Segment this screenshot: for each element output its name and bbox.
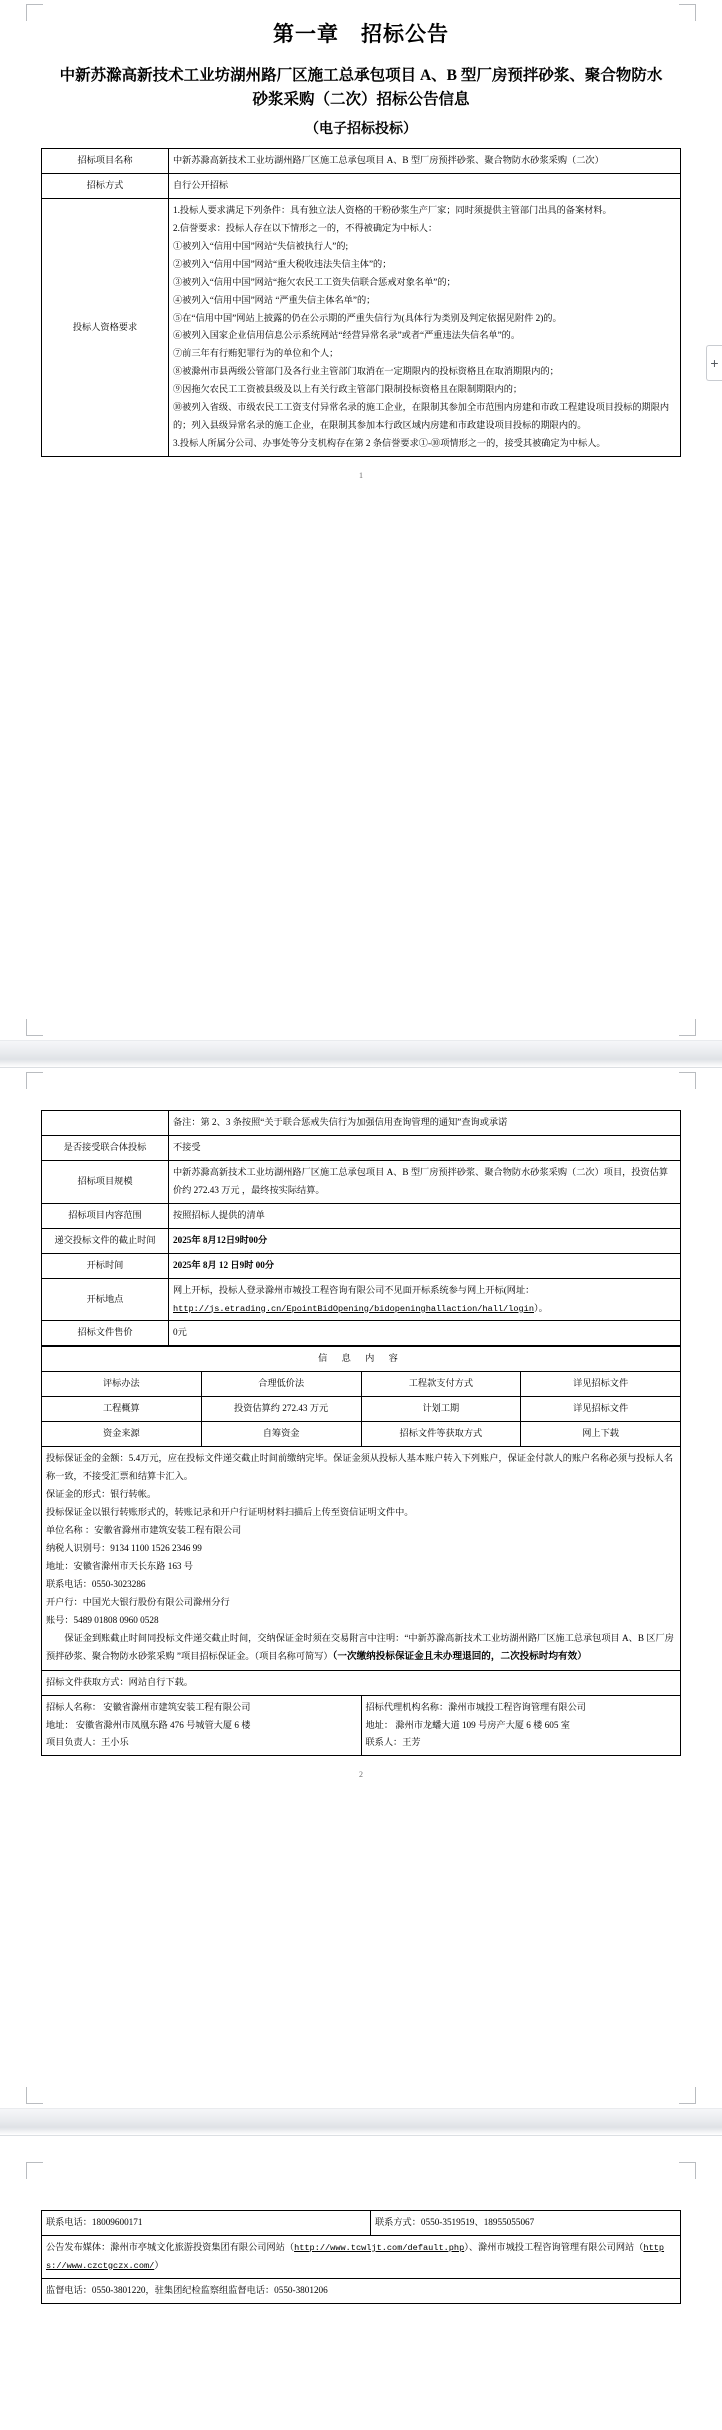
- tenderer-address: 地址： 安徽省滁州市凤凰东路 476 号城管大厦 6 楼: [46, 1719, 251, 1730]
- qualification-item: ①被列入“信用中国”网站“失信被执行人”的;: [173, 240, 349, 251]
- cell-payment-value: 详见招标文件: [521, 1372, 681, 1397]
- qualification-item: ⑦前三年有行贿犯罪行为的单位和个人；: [173, 348, 339, 359]
- crop-mark-top-left: [26, 4, 43, 21]
- deposit-line: 地址：安徽省滁州市天长东路 163 号: [46, 1560, 193, 1571]
- deposit-note: [46, 1630, 676, 1667]
- doc-access-row: 招标文件获取方式：网站自行下载。: [42, 1670, 681, 1695]
- deposit-line: 开户行：中国光大银行股份有限公司滁州分行: [46, 1596, 230, 1607]
- cell-doc-access-value: 网上下载: [521, 1422, 681, 1447]
- agent-block: [361, 1695, 681, 1756]
- crop-mark-top-left: [26, 2162, 43, 2179]
- cell-funding-label: 资金来源: [42, 1422, 202, 1447]
- document-title: 中新苏滁高新技术工业坊湖州路厂区施工总承包项目 A、B 型厂房预拌砂浆、聚合物防水砂浆采购（二次）招标公告信息: [59, 67, 663, 109]
- row-value-remark: 备注：第 2、3 条按照“关于联合惩戒失信行为加强信用查询管理的通知”查询或承诺: [169, 1111, 681, 1136]
- table-row: [42, 1253, 681, 1278]
- row-value-submission-deadline: 2025年 8月12日9时00分: [169, 1228, 681, 1253]
- qualification-item: 1.投标人要求满足下列条件：具有独立法人资格的干粉砂浆生产厂家；同时须提供主管部门出具的备案材料。: [173, 204, 612, 215]
- row-label-doc-price: 招标文件售价: [42, 1321, 169, 1346]
- crop-mark-top-left: [26, 1072, 43, 1089]
- table-row: [42, 1160, 681, 1203]
- table-row-section-header: [42, 1347, 681, 1372]
- table-row: [42, 1422, 681, 1447]
- table-row: [42, 1111, 681, 1136]
- row-value-project-scale: 中新苏滁高新技术工业坊湖州路厂区施工总承包项目 A、B 型厂房预拌砂浆、聚合物防水砂浆采购（二次）项目，投资估算价约 272.43 万元 ，最终按实际结算。: [169, 1160, 681, 1203]
- qualification-item: ⑨因拖欠农民工工资被县级及以上有关行政主管部门限制投标资格且在限制期限内的；: [173, 384, 523, 395]
- cell-eval-method-value: 合理低价法: [201, 1372, 361, 1397]
- table-row-qualification: [42, 198, 681, 456]
- tender-info-table-page1: [41, 148, 681, 457]
- row-label-opening-place: 开标地点: [42, 1278, 169, 1321]
- deposit-line: 纳税人识别号：9134 1100 1526 2346 99: [46, 1542, 202, 1553]
- crop-mark-bottom-right: [679, 2087, 696, 2104]
- table-row-opening-place: [42, 1278, 681, 1321]
- crop-mark-top-right: [679, 4, 696, 21]
- announcement-media-row: [42, 2235, 681, 2278]
- document-page-3: [0, 2136, 722, 2378]
- cell-payment-label: 工程款支付方式: [361, 1372, 521, 1397]
- deposit-line: 单位名称 ：安徽省滁州市建筑安装工程有限公司: [46, 1524, 242, 1535]
- page-number-1: 1: [359, 471, 363, 481]
- row-label-project-name: 招标项目名称: [42, 149, 169, 174]
- info-content-table: [41, 1346, 681, 1756]
- deposit-line: 投标保证金的金额：5.4万元，应在投标文件递交截止时间前缴纳完毕。保证金须从投标人基本账户转入下列账户，保证金付款人的账户名称必须与投标人名称一致，不接受汇票和结算卡汇入。: [46, 1453, 674, 1482]
- crop-mark-bottom-left: [26, 2087, 43, 2104]
- agent-address: 地址： 滁州市龙蟠大道 109 号房产大厦 6 楼 605 室: [365, 1719, 570, 1730]
- row-value-doc-price: 0元: [169, 1321, 681, 1346]
- qualification-item: ②被列入“信用中国”网站“重大税收违法失信主体”的；: [173, 258, 392, 269]
- chapter-title: 第一章 招标公告: [273, 22, 449, 46]
- zoom-in-button[interactable]: [706, 345, 722, 381]
- tender-info-table-page2: [41, 1110, 681, 1346]
- info-section-header: 信 息 内 容: [42, 1347, 681, 1372]
- crop-mark-bottom-left: [26, 1019, 43, 1036]
- row-label-opening-time: 开标时间: [42, 1253, 169, 1278]
- row-label-submission-deadline: 递交投标文件的截止时间: [42, 1228, 169, 1253]
- cell-duration-label: 计划工期: [361, 1397, 521, 1422]
- page-number-2: 2: [359, 1770, 363, 1780]
- table-row-parties: [42, 1695, 681, 1756]
- qualification-item: 2.信誉要求：投标人存在以下情形之一的，不得被确定为中标人：: [173, 222, 438, 233]
- table-row: [42, 2278, 681, 2303]
- opening-place-text: 网上开标，投标人登录滁州市城投工程咨询有限公司不见面开标系统参与网上开标(网址：: [173, 1284, 535, 1295]
- plus-icon: +: [710, 355, 719, 371]
- contact-phone-left: 联系电话：18009600171: [42, 2211, 371, 2236]
- qualification-item: ④被列入“信用中国”网站 “严重失信主体名单”的；: [173, 294, 376, 305]
- row-label-tender-method: 招标方式: [42, 173, 169, 198]
- table-row-deposit: [42, 1447, 681, 1671]
- cell-funding-value: 自筹资金: [201, 1422, 361, 1447]
- qualification-item: 3.投标人所属分公司、办事处等分支机构存在第 2 条信誉要求①-⑩项情形之一的，接受其被确定为中标人。: [173, 438, 606, 449]
- media-link-czctgczx[interactable]: https://www.czctgczx.com/: [46, 2242, 665, 2271]
- media-link-tcwljt[interactable]: http://www.tcwljt.com/default.php: [294, 2242, 465, 2253]
- row-label-project-scale: 招标项目规模: [42, 1160, 169, 1203]
- table-row: [42, 1372, 681, 1397]
- tenderer-manager: 项目负责人：王小乐: [46, 1737, 129, 1748]
- page-separator-2: [0, 2108, 722, 2136]
- deposit-line: 投标保证金以银行转账形式的，转账记录和开户行证明材料扫描后上传至资信证明文件中。: [46, 1506, 414, 1517]
- qualification-item: ③被列入“信用中国”网站“拖欠农民工工资失信联合惩戒对象名单”的；: [173, 276, 456, 287]
- table-row: [42, 1670, 681, 1695]
- deposit-info-block: [42, 1447, 681, 1671]
- table-row: [42, 2235, 681, 2278]
- opening-place-url-line: [173, 1300, 676, 1318]
- row-value-opening-place: [169, 1278, 681, 1321]
- row-label-bidder-qualification: 投标人资格要求: [42, 198, 169, 456]
- table-row: [42, 149, 681, 174]
- cell-budget-value: 投资估算约 272.43 万元: [201, 1397, 361, 1422]
- deposit-note-text: 保证金到账截止时间同投标文件递交截止时间，交纳保证金时须在交易附言中注明：“中新苏滁高新技术工业坊湖州路厂区施工总承包项目 A、B 区厂房预拌砂浆、聚合物防水砂浆采购 ”项目招标保证金。（项目名称可简写）: [46, 1632, 674, 1662]
- media-mid: ）、滁州市城投工程咨询管理有限公司网站（: [464, 2241, 644, 2252]
- contact-phone-right: 联系方式：0550-3519519、18955055067: [371, 2211, 681, 2236]
- agent-name: 招标代理机构名称：滁州市城投工程咨询管理有限公司: [365, 1701, 586, 1712]
- qualification-item: ⑩被列入省级、市级农民工工资支付异常名录的施工企业，在限制其参加全市范围内房建和市政工程建设项目投标的期限内的；列入县级异常名录的施工企业，在限制其参加本行政区域内房建和市政建设项目投标的期限内的。: [173, 402, 670, 431]
- deposit-line: 保证金的形式：银行转帐。: [46, 1489, 157, 1499]
- qualification-item: ⑧被滁州市县两级公管部门及各行业主管部门取消在一定期限内的投标资格且在取消期限内的；: [173, 366, 559, 377]
- cell-duration-value: 详见招标文件: [521, 1397, 681, 1422]
- cell-eval-method-label: 评标办法: [42, 1372, 202, 1397]
- row-value-bidder-qualification: [169, 198, 681, 456]
- document-page-1: [0, 0, 722, 1040]
- row-value-tender-method: 自行公开招标: [169, 173, 681, 198]
- crop-mark-top-right: [679, 2162, 696, 2179]
- table-row: [42, 1321, 681, 1346]
- bid-opening-system-link[interactable]: http://js.etrading.cn/EpointBidOpening/bidopeninghallaction/hall/login: [173, 1303, 534, 1314]
- agent-contact: 联系人：王芳: [365, 1737, 421, 1748]
- tenderer-block: [42, 1695, 362, 1756]
- qualification-item: ⑤在“信用中国”网站上披露的仍在公示期的严重失信行为(具体行为类别及判定依据见附件 2)的。: [173, 312, 562, 323]
- row-value-opening-time: 2025年 8月 12 日9时 00分: [169, 1253, 681, 1278]
- row-label-consortium: 是否接受联合体投标: [42, 1135, 169, 1160]
- row-label-remark-empty: [42, 1111, 169, 1136]
- table-row: [42, 173, 681, 198]
- table-row: [42, 1397, 681, 1422]
- media-prefix: 公告发布媒体：滁州市亭城文化旅游投资集团有限公司网站（: [46, 2241, 295, 2252]
- tenderer-name: 招标人名称： 安徽省滁州市建筑安装工程有限公司: [46, 1701, 251, 1712]
- row-value-project-scope: 按照招标人提供的清单: [169, 1203, 681, 1228]
- media-suffix: ）: [154, 2259, 164, 2270]
- crop-mark-top-right: [679, 1072, 696, 1089]
- crop-mark-bottom-right: [679, 1019, 696, 1036]
- row-value-consortium: 不接受: [169, 1135, 681, 1160]
- row-value-project-name: 中新苏滁高新技术工业坊湖州路厂区施工总承包项目 A、B 型厂房预拌砂浆、聚合物防水砂浆采购（二次）: [169, 149, 681, 174]
- row-label-project-scope: 招标项目内容范围: [42, 1203, 169, 1228]
- contact-table-page3: [41, 2210, 681, 2304]
- table-row: [42, 1135, 681, 1160]
- table-row: [42, 2211, 681, 2236]
- table-row: [42, 1228, 681, 1253]
- deposit-line: 账号：5489 01808 0960 0528: [46, 1614, 159, 1625]
- cell-budget-label: 工程概算: [42, 1397, 202, 1422]
- qualification-item: ⑥被列入国家企业信用信息公示系统网站“经营异常名录”或者“严重违法失信名单”的。: [173, 330, 521, 341]
- deposit-note-emphasis: （一次缴纳投标保证金且未办理退回的，二次投标时均有效）: [332, 1651, 587, 1663]
- document-page-2: [0, 1068, 722, 2108]
- cell-doc-access-label: 招标文件等获取方式: [361, 1422, 521, 1447]
- deposit-line: 联系电话：0550-3023286: [46, 1578, 146, 1589]
- table-row: [42, 1203, 681, 1228]
- supervision-phone-row: 监督电话：0550-3801220，驻集团纪检监察组监督电话：0550-3801206: [42, 2278, 681, 2303]
- page-separator-1: [0, 1040, 722, 1068]
- document-subtitle: （电子招标投标）: [305, 122, 417, 138]
- opening-place-tail: ）。: [534, 1302, 548, 1313]
